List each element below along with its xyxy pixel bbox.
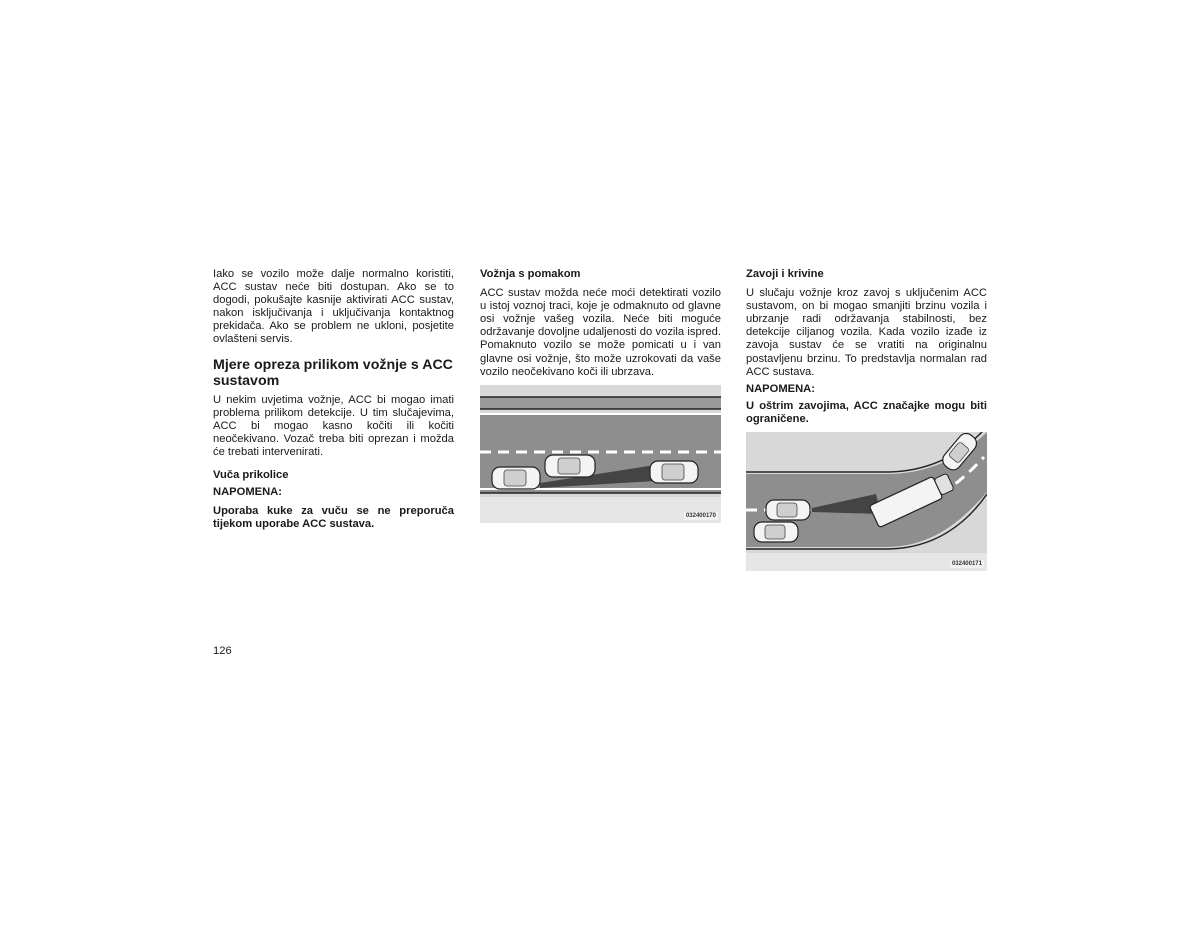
intro-paragraph: Iako se vozilo može dalje normalno koristiti, ACC sustav neće biti dostupan. Ako se to dogodi, pokušajte kasnije aktivirati ACC sustav, nakon isključivanja i uključivanja kontaktnog prekidača. Ako se problem ne ukloni, posjetite ovlašteni servis. [213, 268, 454, 346]
curves-body: U slučaju vožnje kroz zavoj s uključenim ACC sustavom, on bi mogao smanjiti brzinu vozila i ubrzanje radi održavanja stabilnosti, bez detekcije ciljanog vozila. Kada vozilo izađe iz zavoja sustav će se vratiti na originalnu postavljenu brzinu. To predstavlja normalan rad ACC sustava. [746, 287, 987, 378]
curves-subheading: Zavoji i krivine [746, 268, 824, 280]
column-left [213, 268, 454, 531]
offset-driving-subheading: Vožnja s pomakom [480, 268, 581, 280]
note-text: U oštrim zavojima, ACC značajke mogu biti ograničene. [746, 399, 987, 425]
column-right [746, 268, 987, 571]
target-car-icon [650, 461, 698, 483]
figure-code: 032400170 [685, 512, 716, 519]
offset-driving-body: ACC sustav možda neće moći detektirati vozilo u istoj voznoj traci, koje je odmaknuto od glavne osi vožnje vašeg vozila. Neće biti moguće održavanje dovoljne udaljenosti do vozila ispred. Pomaknuto vozilo se može pomicati u i van glavne osi vožnje, što može uzrokovati da vaše vozilo neočekivano koči ili ubrzava. [480, 287, 721, 378]
page-number: 126 [213, 645, 232, 657]
note-label: NAPOMENA: [213, 486, 282, 499]
towing-subheading: Vuča prikolice [213, 469, 289, 482]
offset-car-icon [545, 455, 595, 477]
section-body: U nekim uvjetima vožnje, ACC bi mogao imati problema prilikom detekcije. U tim slučajevima, ACC bi mogao kasno kočiti ili kočiti neočekivano. Vozač treba biti oprezan i možda će trebati intervenirati. [213, 393, 454, 458]
curves-figure [746, 432, 987, 571]
section-heading: Mjere opreza prilikom vožnje s ACC sustavom [213, 356, 453, 390]
curves-illustration [746, 432, 987, 571]
offset-driving-figure [480, 385, 721, 523]
own-car-icon [766, 500, 810, 520]
note-label: NAPOMENA: [746, 382, 815, 395]
figure-code: 032400171 [951, 561, 982, 568]
note-text: Uporaba kuke za vuču se ne preporuča tijekom uporabe ACC sustava. [213, 505, 454, 531]
own-car-icon [492, 467, 540, 489]
adjacent-car-icon [754, 522, 798, 542]
offset-driving-illustration [480, 385, 721, 523]
column-middle [480, 268, 721, 523]
